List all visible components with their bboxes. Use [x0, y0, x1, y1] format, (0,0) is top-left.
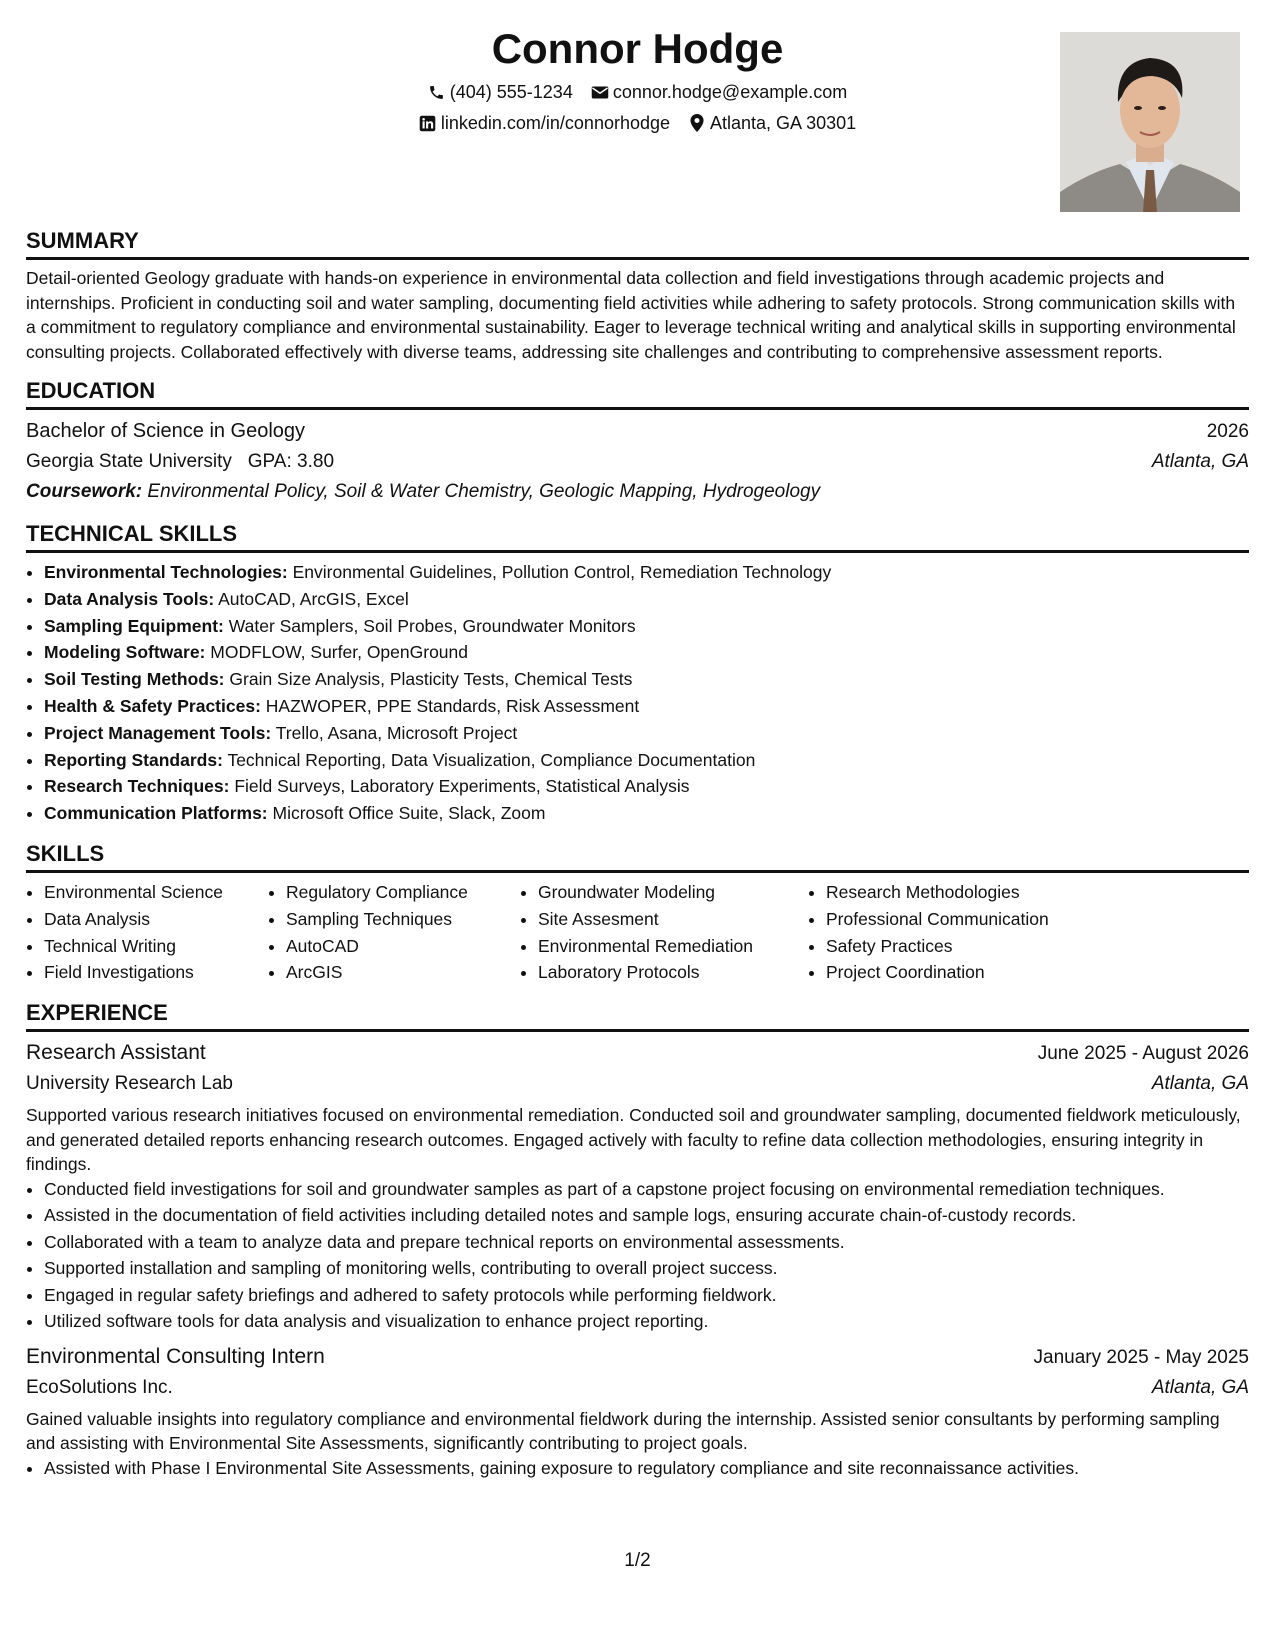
skill-category-label: Data Analysis Tools:: [44, 588, 215, 609]
skill-category-label: Soil Testing Methods:: [44, 669, 225, 690]
technical-skills-section: [26, 521, 1249, 827]
skills-grid: [26, 879, 1249, 986]
skill-category-value: HAZWOPER, PPE Standards, Risk Assessment: [265, 695, 640, 716]
graduation-year: 2026: [1206, 421, 1249, 442]
skill-category-value: Microsoft Office Suite, Slack, Zoom: [272, 803, 546, 824]
envelope-icon: [591, 83, 609, 101]
skill-category-label: Project Management Tools:: [44, 722, 272, 743]
education-location: Atlanta, GA: [1151, 451, 1249, 472]
list-item: [44, 800, 1249, 827]
list-item: [44, 586, 1249, 613]
skill-category-value: Environmental Guidelines, Pollution Control, Remediation Technology: [292, 562, 832, 582]
list-item: • Project Coordination: [826, 959, 1126, 986]
education-row-2: [26, 447, 1249, 477]
job-location: Atlanta, GA: [1151, 1073, 1249, 1095]
skills-column-1: [26, 879, 268, 986]
skill-category-label: Sampling Equipment:: [44, 615, 224, 636]
skill-category-label: Communication Platforms:: [44, 803, 268, 824]
list-item: [44, 693, 1249, 720]
job-dates: June 2025 - August 2026: [1037, 1043, 1249, 1065]
skill-category-value: Technical Reporting, Data Visualization, Compliance Documentation: [227, 749, 756, 770]
list-item: • Utilized software tools for data analysis and visualization to enhance project reporting.: [44, 1309, 1249, 1334]
page-number: 1/2: [624, 1550, 651, 1571]
contact-linkedin[interactable]: [419, 111, 670, 135]
list-item: • Safety Practices: [826, 933, 1126, 960]
job-entry-2: [26, 1342, 1249, 1481]
list-item: • Environmental Science: [44, 879, 268, 906]
job-bullets: [26, 1456, 1249, 1481]
list-item: • Supported installation and sampling of monitoring wells, contributing to overall project success.: [44, 1256, 1249, 1281]
contact-phone: [428, 80, 573, 104]
profile-photo: [1060, 32, 1240, 212]
skill-category-label: Health & Safety Practices:: [44, 695, 261, 716]
skills-column-4: [808, 879, 1126, 986]
coursework: [26, 477, 1249, 507]
education-row-1: [26, 416, 1249, 447]
job-header: [26, 1342, 1249, 1373]
skills-section: [26, 841, 1249, 986]
job-title: Research Assistant: [26, 1041, 206, 1065]
phone-text: (404) 555-1234: [449, 82, 573, 102]
list-item: [44, 559, 1249, 586]
list-item: [44, 720, 1249, 747]
list-item: • Research Methodologies: [826, 879, 1126, 906]
job-organization: University Research Lab: [26, 1073, 233, 1095]
summary-text: Detail-oriented Geology graduate with hands-on experience in environmental data collection and field investigations through academic projects and internships. Proficient in conducting soil and water sampling, documenting field activities while adhering to safety protocols. Strong communication skills with a commitment to regulatory compliance and environmental sustainability. Eager to leverage technical writing and analytical skills in supporting environmental consulting projects. Collaborated effectively with diverse teams, addressing site challenges and contributing to comprehensive assessment reports.: [26, 268, 1236, 362]
skill-category-value: Field Surveys, Laboratory Experiments, Statistical Analysis: [234, 776, 690, 797]
list-item: • Professional Communication: [826, 906, 1126, 933]
list-item: • Assisted with Phase I Environmental Site Assessments, gaining exposure to regulatory compliance and site reconnaissance activities.: [44, 1456, 1249, 1481]
summary-section: [26, 228, 1249, 364]
technical-skills-list: [26, 559, 1249, 827]
contact-email[interactable]: [591, 80, 847, 104]
list-item: [44, 773, 1249, 800]
job-organization: EcoSolutions Inc.: [26, 1376, 173, 1398]
list-item: • Laboratory Protocols: [538, 959, 808, 986]
job-bullets: [26, 1177, 1249, 1334]
gpa: GPA: 3.80: [247, 451, 335, 472]
job-subheader: [26, 1069, 1249, 1099]
job-subheader: [26, 1373, 1249, 1403]
skill-category-value: AutoCAD, ArcGIS, Excel: [218, 588, 409, 609]
education-heading: EDUCATION: [26, 378, 1249, 410]
list-item: [44, 639, 1249, 666]
experience-section: [26, 1000, 1249, 1480]
list-item: • Sampling Techniques: [286, 906, 520, 933]
experience-heading: EXPERIENCE: [26, 1000, 1249, 1032]
school-gpa: [26, 447, 334, 477]
coursework-label: Coursework:: [26, 481, 143, 502]
skill-category-label: Environmental Technologies:: [44, 562, 288, 582]
job-header: [26, 1038, 1249, 1069]
job-title: Environmental Consulting Intern: [26, 1344, 325, 1368]
skill-category-value: Grain Size Analysis, Plasticity Tests, Chemical Tests: [229, 669, 633, 690]
summary-heading: SUMMARY: [26, 228, 1249, 260]
list-item: • Collaborated with a team to analyze data and prepare technical reports on environmental assessments.: [44, 1230, 1249, 1255]
linkedin-text: linkedin.com/in/connorhodge: [440, 113, 671, 133]
location-text: Atlanta, GA 30301: [710, 113, 857, 133]
degree-name: Bachelor of Science in Geology: [26, 420, 306, 442]
list-item: • Regulatory Compliance: [286, 879, 520, 906]
school-name: Georgia State University: [26, 451, 232, 472]
list-item: • Conducted field investigations for soil and groundwater samples as part of a capstone project focusing on environmental remediation techniques.: [44, 1177, 1249, 1202]
education-section: [26, 378, 1249, 507]
skill-category-value: MODFLOW, Surfer, OpenGround: [210, 642, 468, 663]
skill-category-label: Reporting Standards:: [44, 749, 223, 770]
candidate-name: Connor Hodge: [491, 25, 784, 72]
skills-column-3: [520, 879, 808, 986]
list-item: • Field Investigations: [44, 959, 268, 986]
list-item: • Site Assesment: [538, 906, 808, 933]
resume-page: [26, 24, 1249, 1482]
coursework-list: Environmental Policy, Soil & Water Chemistry, Geologic Mapping, Hydrogeology: [147, 481, 821, 502]
contact-location: [688, 111, 856, 135]
map-pin-icon: [688, 114, 706, 132]
list-item: • Technical Writing: [44, 933, 268, 960]
job-description: Gained valuable insights into regulatory compliance and environmental fieldwork during the internship. Assisted senior consultants by performing sampling and assisting with Environmental Site Assessments, significantly contributing to project goals.: [26, 1408, 1220, 1454]
resume-header: [26, 24, 1249, 214]
job-entry-1: [26, 1038, 1249, 1334]
technical-skills-heading: TECHNICAL SKILLS: [26, 521, 1249, 553]
skill-category-value: Trello, Asana, Microsoft Project: [275, 722, 518, 743]
list-item: [44, 613, 1249, 640]
list-item: • AutoCAD: [286, 933, 520, 960]
job-dates: January 2025 - May 2025: [1033, 1346, 1249, 1368]
email-text: connor.hodge@example.com: [612, 82, 848, 102]
list-item: • Data Analysis: [44, 906, 268, 933]
list-item: • Assisted in the documentation of field activities including detailed notes and sample logs, ensuring accurate chain-of-custody records.: [44, 1203, 1249, 1228]
list-item: • Groundwater Modeling: [538, 879, 808, 906]
skill-category-label: Modeling Software:: [44, 642, 206, 663]
list-item: • ArcGIS: [286, 959, 520, 986]
job-location: Atlanta, GA: [1151, 1376, 1249, 1398]
phone-icon: [428, 83, 446, 101]
list-item: • Environmental Remediation: [538, 933, 808, 960]
skill-category-label: Research Techniques:: [44, 776, 230, 797]
list-item: [44, 747, 1249, 774]
list-item: • Engaged in regular safety briefings and adhered to safety protocols while performing fieldwork.: [44, 1283, 1249, 1308]
skills-heading: SKILLS: [26, 841, 1249, 873]
list-item: [44, 666, 1249, 693]
skill-category-value: Water Samplers, Soil Probes, Groundwater Monitors: [228, 615, 636, 636]
job-description: Supported various research initiatives focused on environmental remediation. Conducted soil and groundwater sampling, documented fieldwork meticulously, and generated detailed reports enhancing research outcomes. Engaged actively with faculty to refine data collection methodologies, ensuring integrity in findings.: [26, 1105, 1241, 1175]
skills-column-2: [268, 879, 520, 986]
linkedin-icon: [419, 114, 437, 132]
